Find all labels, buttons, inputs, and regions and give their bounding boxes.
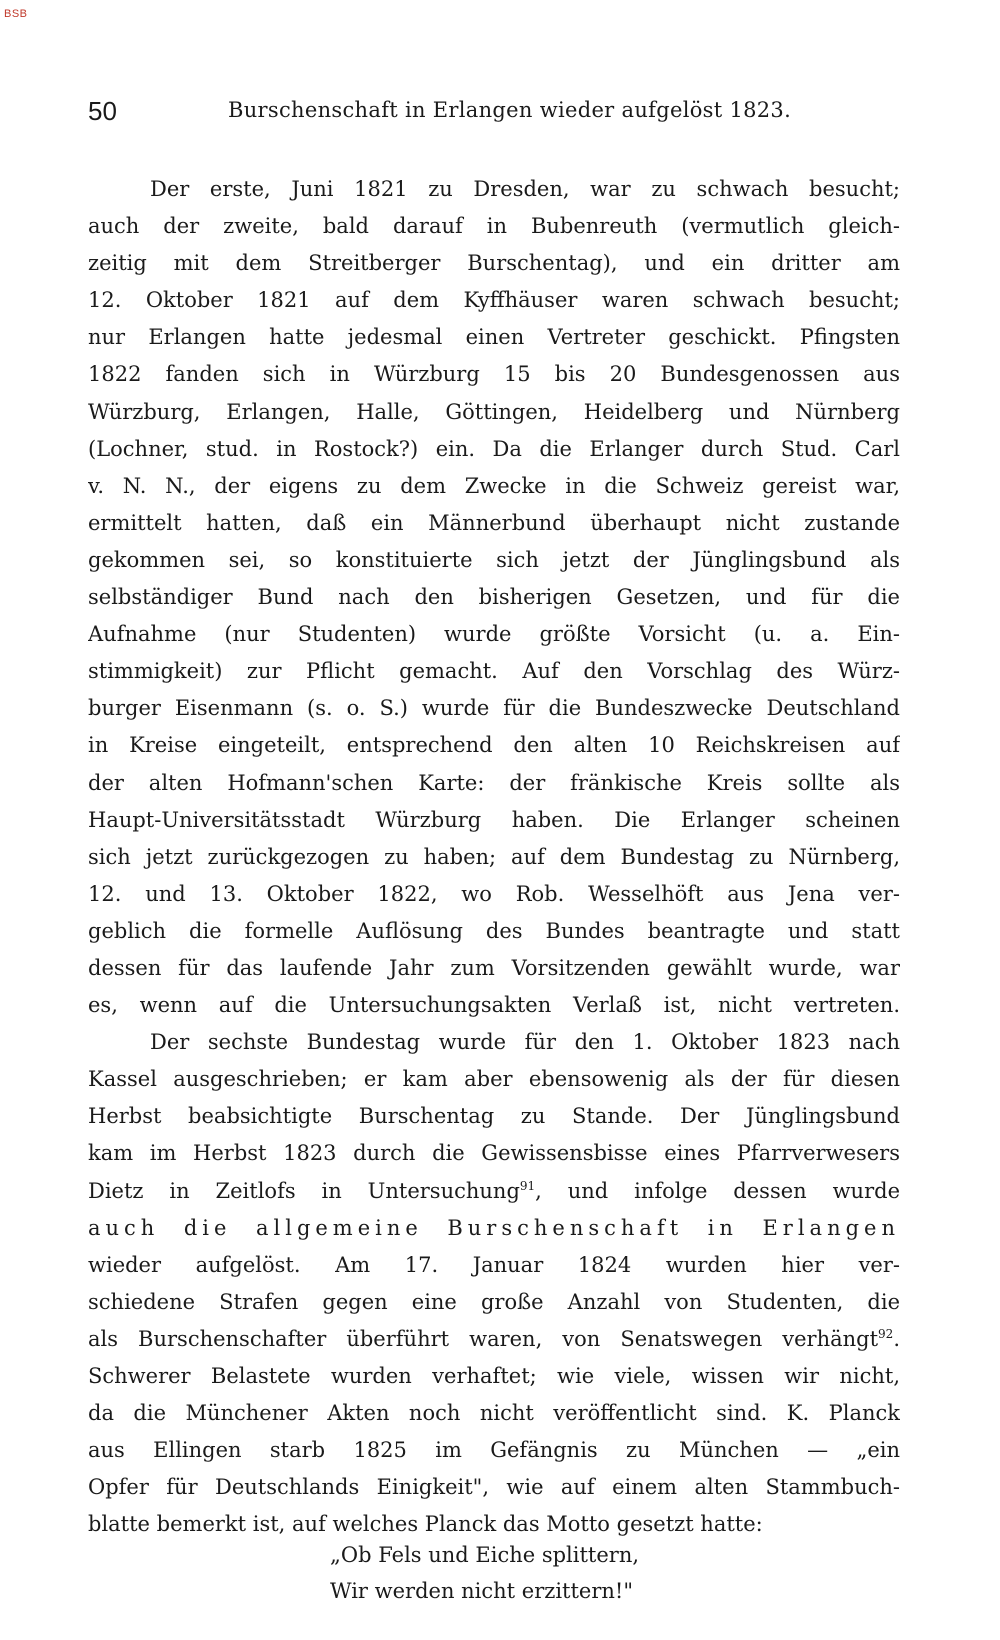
text-line: nur Erlangen hatte jedesmal einen Vertreter geschickt. Pfingsten [88, 325, 900, 350]
text-line: da die Münchener Akten noch nicht veröffentlicht sind. K. Planck [88, 1401, 900, 1426]
running-title: Burschenschaft in Erlangen wieder aufgelöst 1823. [228, 98, 792, 122]
text-line: Herbst beabsichtigte Burschentag zu Stande. Der Jünglingsbund [88, 1104, 900, 1129]
text-fragment: Dietz in Zeitlofs in Untersuchung [88, 1178, 520, 1203]
quote-line: Wir werden nicht erzittern!" [330, 1579, 634, 1603]
text-line: der alten Hofmann'schen Karte: der fränkische Kreis sollte als [88, 770, 900, 795]
text-line: burger Eisenmann (s. o. S.) wurde für die Bundeszwecke Deutschland [88, 696, 900, 721]
text-line: Opfer für Deutschlands Einigkeit", wie auf einem alten Stammbuch- [88, 1475, 900, 1500]
text-line: Kassel ausgeschrieben; er kam aber ebensowenig als der für diesen [88, 1067, 900, 1092]
text-line: auch der zweite, bald darauf in Bubenreuth (vermutlich gleich- [88, 214, 900, 239]
text-line [88, 1176, 900, 1213]
text-line: schiedene Strafen gegen eine große Anzahl von Studenten, die [88, 1289, 900, 1314]
page-number: 50 [88, 96, 117, 126]
text-fragment: als Burschenschafter überführt waren, von Senatswegen verhängt [88, 1326, 879, 1351]
library-stamp: BSB [4, 8, 28, 20]
text-line: zeitig mit dem Streitberger Burschentag), und ein dritter am [88, 251, 900, 276]
text-line: ermittelt hatten, daß ein Männerbund überhaupt nicht zustande [88, 510, 900, 535]
text-line: selbständiger Bund nach den bisherigen Gesetzen, und für die [88, 585, 900, 610]
text-line: Haupt-Universitätsstadt Würzburg haben. Die Erlanger scheinen [88, 807, 900, 832]
text-line: blatte bemerkt ist, auf welches Planck das Motto gesetzt hatte: [88, 1512, 763, 1537]
footnote-ref-92: 92 [878, 1326, 894, 1341]
text-line: aus Ellingen starb 1825 im Gefängnis zu München — „ein [88, 1438, 900, 1463]
text-line: v. N. N., der eigens zu dem Zwecke in die Schweiz gereist war, [88, 473, 900, 498]
text-line: 12. und 13. Oktober 1822, wo Rob. Wesselhöft aus Jena ver- [88, 881, 900, 906]
page-header [88, 96, 900, 132]
text-line: (Lochner, stud. in Rostock?) ein. Da die Erlanger durch Stud. Carl [88, 436, 900, 461]
text-line: 12. Oktober 1821 auf dem Kyffhäuser waren schwach besucht; [88, 288, 900, 313]
text-line: Schwerer Belastete wurden verhaftet; wie viele, wissen wir nicht, [88, 1364, 900, 1388]
text-line: Würzburg, Erlangen, Halle, Göttingen, Heidelberg und Nürnberg [88, 399, 900, 424]
text-line: es, wenn auf die Untersuchungsakten Verlaß ist, nicht vertreten. [88, 993, 900, 1018]
text-line: stimmigkeit) zur Pflicht gemacht. Auf den Vorschlag des Würz- [88, 659, 900, 684]
text-line: gekommen sei, so konstituierte sich jetzt der Jünglingsbund als [88, 547, 900, 572]
text-line [88, 1324, 900, 1361]
text-line: auch die allgemeine Burschenschaft in Erlangen [88, 1215, 900, 1240]
text-line: in Kreise eingeteilt, entsprechend den alten 10 Reichskreisen auf [88, 733, 900, 758]
text-line: kam im Herbst 1823 durch die Gewissensbisse eines Pfarrverwesers [88, 1141, 900, 1166]
text-fragment: , und infolge dessen wurde [535, 1178, 900, 1203]
body-text [88, 174, 900, 1546]
text-line: Der erste, Juni 1821 zu Dresden, war zu schwach besucht; [150, 177, 900, 201]
text-line: sich jetzt zurückgezogen zu haben; auf dem Bundestag zu Nürnberg, [88, 844, 900, 869]
quote-line: „Ob Fels und Eiche splittern, [330, 1543, 640, 1567]
footnote-ref-91: 91 [519, 1178, 536, 1193]
text-line: 1822 fanden sich in Würzburg 15 bis 20 Bundesgenossen aus [88, 362, 900, 387]
text-line: dessen für das laufende Jahr zum Vorsitzenden gewählt wurde, war [88, 955, 900, 980]
text-line: Aufnahme (nur Studenten) wurde größte Vorsicht (u. a. Ein- [88, 622, 900, 647]
text-line: Der sechste Bundestag wurde für den 1. Oktober 1823 nach [150, 1030, 900, 1055]
text-fragment: . [893, 1326, 900, 1351]
text-line: wieder aufgelöst. Am 17. Januar 1824 wurden hier ver- [88, 1252, 900, 1277]
motto-quote [330, 1540, 730, 1612]
text-line: geblich die formelle Auflösung des Bundes beantragte und statt [88, 918, 900, 943]
